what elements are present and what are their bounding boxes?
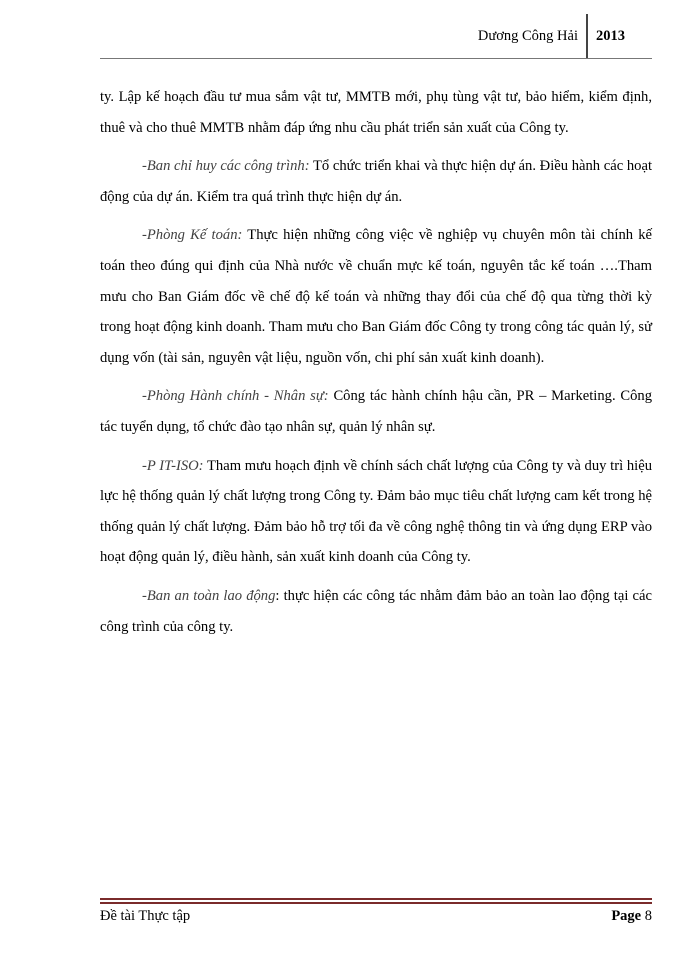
paragraph-ban-an-toan <box>100 581 652 642</box>
header-author: Dương Công Hải <box>477 28 578 44</box>
header-year: 2013 <box>596 28 625 44</box>
footer-page <box>611 908 652 925</box>
paragraph-label: -Phòng Kế toán: <box>142 227 243 244</box>
paragraph-label: -P IT-ISO: <box>142 457 204 474</box>
paragraph-text: Tổ chức triển khai và thực hiện dự án. Điều hành các hoạt động của dự án. Kiểm tra quá trình thực hiện dự án. <box>100 158 652 205</box>
footer-title: Đề tài Thực tập <box>100 908 191 924</box>
footer-rule-top <box>100 898 652 900</box>
body-content <box>100 82 652 650</box>
footer-page-label: Page <box>611 908 642 924</box>
header-divider <box>586 14 588 58</box>
paragraph-text: Công tác hành chính hậu cần, PR – Marketing. Công tác tuyển dụng, tổ chức đào tạo nhân sự, quản lý nhân sự. <box>100 388 653 435</box>
footer-rule <box>100 898 652 904</box>
paragraph-text: Thực hiện những công việc về nghiệp vụ chuyên môn tài chính kế toán theo đúng qui định của Nhà nước về chuẩn mực kế toán, nguyên tắc kế toán ….Tham mưu cho Ban Giám đốc về chế độ kế toán và những thay đổi của chế độ qua từng thời kỳ trong hoạt động kinh doanh. Tham mưu cho Ban Giám đốc Công ty trong công tác quản lý, sử dụng vốn (tài sản, nguyên vật liệu, nguồn vốn, chi phí sản xuất kinh doanh). <box>100 227 652 366</box>
paragraph-p-it-iso <box>100 451 652 573</box>
paragraph-label: -Phòng Hành chính - Nhân sự: <box>142 388 329 405</box>
header-rule <box>100 58 652 59</box>
paragraph-label: -Ban chỉ huy các công trình: <box>142 158 310 175</box>
paragraph-phong-ke-toan <box>100 220 652 373</box>
footer-page-number: 8 <box>644 908 652 924</box>
paragraph-text: ty. Lập kế hoạch đầu tư mua sắm vật tư, MMTB mới, phụ tùng vật tư, bảo hiểm, kiểm định, thuê và cho thuê MMTB nhằm đáp ứng nhu cầu phát triển sản xuất của Công ty. <box>100 89 652 136</box>
paragraph-text: Tham mưu hoạch định về chính sách chất lượng của Công ty và duy trì hiệu lực hệ thống quản lý chất lượng trong Công ty. Đảm bảo mục tiêu chất lượng cam kết trong hệ thống quản lý chất lượng. Đảm bảo hỗ trợ tối đa về công nghệ thông tin và ứng dụng ERP vào hoạt động quản lý, điều hành, sản xuất kinh doanh của Công ty. <box>100 457 652 566</box>
paragraph-ban-chi-huy <box>100 151 652 212</box>
paragraph-text: : thực hiện các công tác nhằm đảm bảo an toàn lao động tại các công trình của công ty. <box>100 587 652 635</box>
paragraph-label: -Ban an toàn lao động <box>142 587 276 604</box>
footer-rule-bottom <box>100 902 652 904</box>
paragraph-phong-hanh-chinh <box>100 381 652 442</box>
paragraph-continuation <box>100 82 652 143</box>
page-header <box>100 14 652 58</box>
